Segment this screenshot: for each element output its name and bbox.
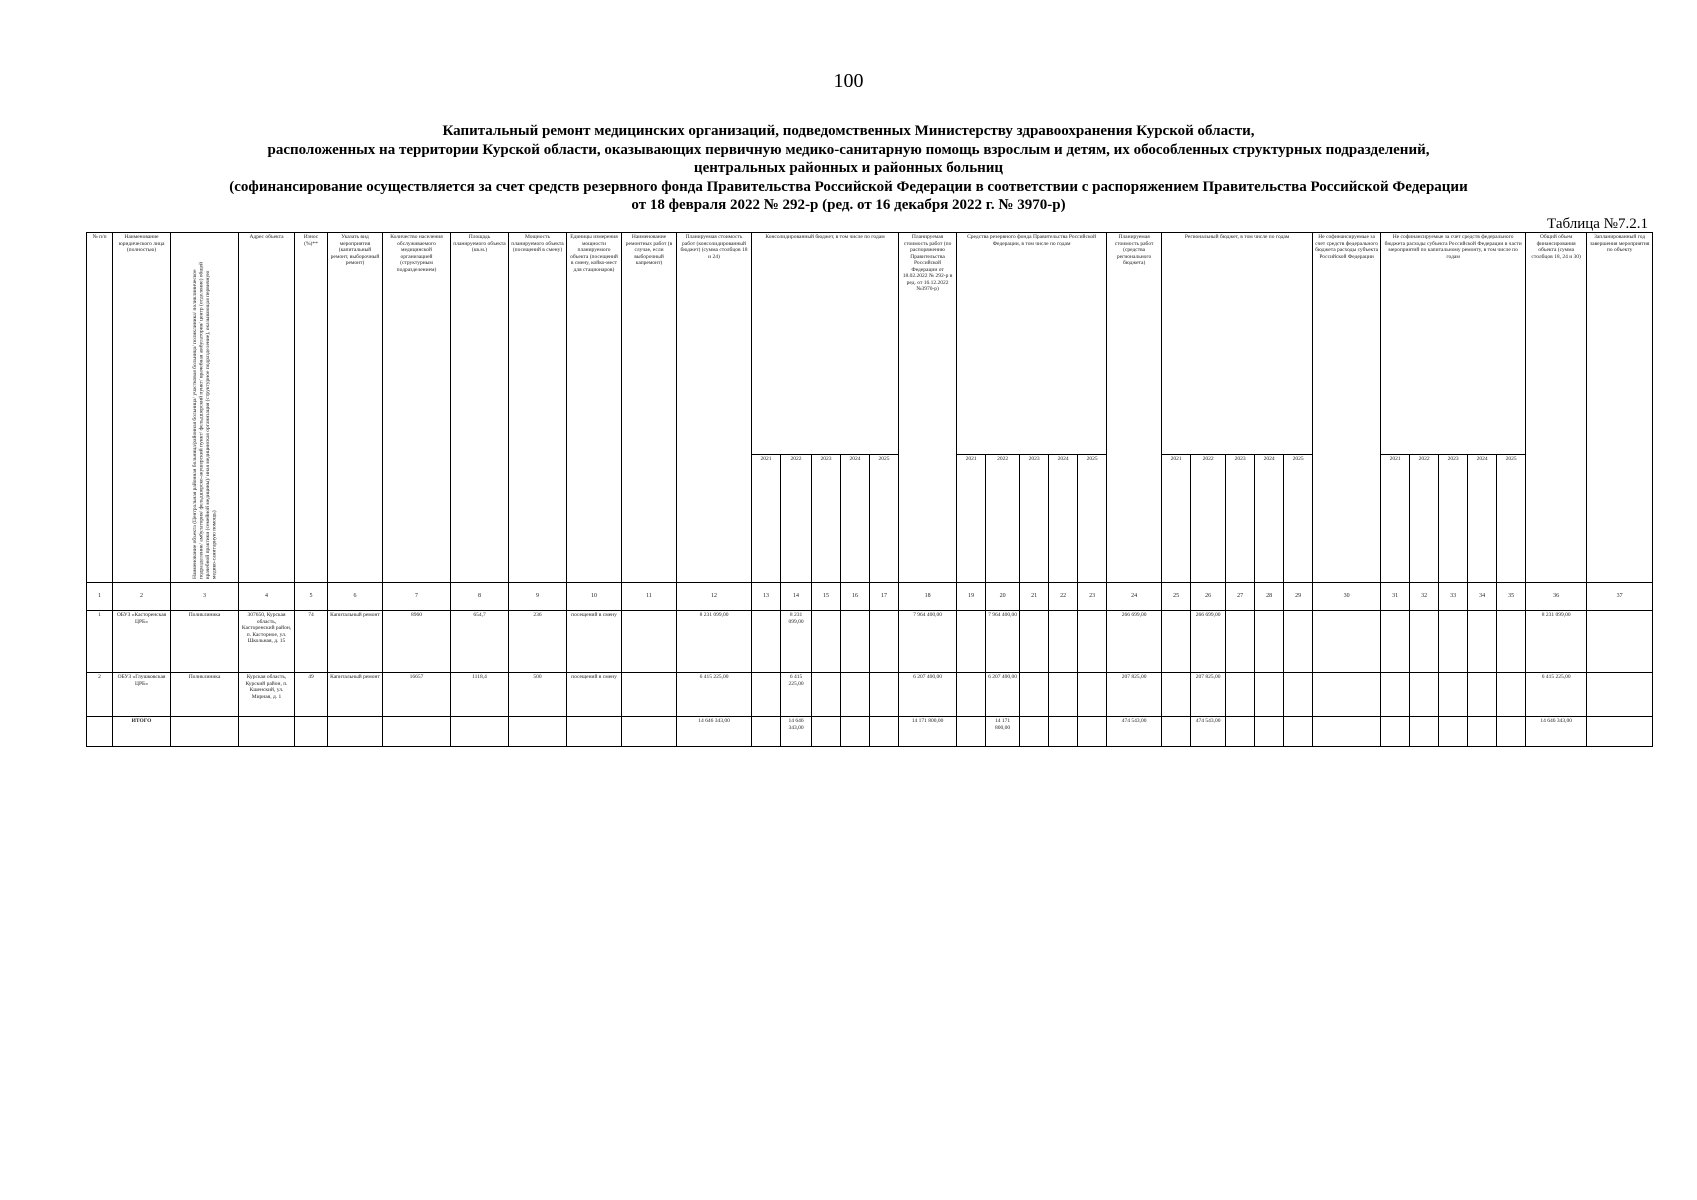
header-cell: Планируемая стоимость работ (средства регионального бюджета) — [1107, 233, 1162, 583]
org-name: ОБУЗ «Касторенская ЦРБ» — [113, 611, 171, 673]
works — [622, 673, 677, 717]
cons-2025 — [870, 611, 899, 673]
year-cell: 2021 — [1162, 455, 1191, 583]
header-group-cell: Региональный бюджет, в том числе по годам — [1162, 233, 1313, 455]
area: 1118,4 — [451, 673, 509, 717]
reg-2025 — [1284, 611, 1313, 673]
year-cell: 2025 — [1284, 455, 1313, 583]
empty-cell — [1078, 717, 1107, 747]
object-name: Поликлиника — [171, 611, 239, 673]
object-name: Поликлиника — [171, 673, 239, 717]
empty-cell — [171, 717, 239, 747]
planned-cost: 8 231 099,00 — [677, 611, 752, 673]
column-number: 10 — [567, 583, 622, 611]
empty-cell — [1284, 717, 1313, 747]
column-number: 28 — [1255, 583, 1284, 611]
cons-2023 — [812, 611, 841, 673]
year-cell: 2022 — [1410, 455, 1439, 583]
fed-2023 — [1020, 673, 1049, 717]
completion-year — [1587, 673, 1653, 717]
column-number: 16 — [841, 583, 870, 611]
total-regional-cost: 474 543,00 — [1107, 717, 1162, 747]
empty-cell — [1381, 717, 1410, 747]
fed-2021 — [957, 611, 986, 673]
year-cell: 2022 — [986, 455, 1020, 583]
cons-2024 — [841, 611, 870, 673]
reg-2023 — [1226, 673, 1255, 717]
org-name: ОБУЗ «Глушковская ЦРБ» — [113, 673, 171, 717]
nonfin-2022 — [1410, 611, 1439, 673]
year-cell: 2023 — [1020, 455, 1049, 583]
column-number: 8 — [451, 583, 509, 611]
empty-cell — [1497, 717, 1526, 747]
nonfin-2021 — [1381, 611, 1410, 673]
cons-2021 — [752, 673, 781, 717]
header-cell: Единицы измерения мощности планируемого объекта (посещений в смену, койко-мест для стационаров) — [567, 233, 622, 583]
nonfin-2025 — [1497, 673, 1526, 717]
column-number: 9 — [509, 583, 567, 611]
column-number: 34 — [1468, 583, 1497, 611]
fed-2024 — [1049, 611, 1078, 673]
column-number: 5 — [295, 583, 328, 611]
title-line: расположенных на территории Курской области, оказывающих первичную медико-санитарную помощь взрослым и детям, их обособленных структурных подразделений, — [267, 141, 1430, 158]
total-cons-2022: 14 646 343,00 — [781, 717, 812, 747]
empty-cell — [812, 717, 841, 747]
nonfin-2023 — [1439, 611, 1468, 673]
page-number: 100 — [833, 70, 864, 92]
year-cell: 2022 — [1191, 455, 1226, 583]
fed-2022: 7 964 400,00 — [986, 611, 1020, 673]
completion-year — [1587, 611, 1653, 673]
nonfin-2025 — [1497, 611, 1526, 673]
regional-cost: 266 699,00 — [1107, 611, 1162, 673]
year-cell: 2022 — [781, 455, 812, 583]
capital-repair-table — [86, 232, 1653, 747]
empty-cell — [239, 717, 295, 747]
non-cofinanced — [1313, 611, 1381, 673]
year-cell: 2021 — [1381, 455, 1410, 583]
column-number: 6 — [328, 583, 383, 611]
column-number: 11 — [622, 583, 677, 611]
header-cell: Указать вид мероприятия (капитальный ремонт, выборочный ремонт) — [328, 233, 383, 583]
header-cell: Наименование юридического лица (полностью) — [113, 233, 171, 583]
wear-percent: 74 — [295, 611, 328, 673]
cons-2022: 8 231 099,00 — [781, 611, 812, 673]
reg-2024 — [1255, 611, 1284, 673]
nonfin-2023 — [1439, 673, 1468, 717]
cons-2024 — [841, 673, 870, 717]
capacity: 236 — [509, 611, 567, 673]
reg-2023 — [1226, 611, 1255, 673]
year-cell: 2025 — [1497, 455, 1526, 583]
column-number: 37 — [1587, 583, 1653, 611]
column-number: 24 — [1107, 583, 1162, 611]
capacity: 500 — [509, 673, 567, 717]
title-line: (софинансирование осуществляется за счет средств резервного фонда Правительства Российской Федерации в соответствии с распоряжением Правительства Российской Федерации — [229, 178, 1468, 195]
reg-2021 — [1162, 611, 1191, 673]
column-number: 20 — [986, 583, 1020, 611]
header-cell: Наименование ремонтных работ (в случае, если выборочный капремонт) — [622, 233, 677, 583]
year-cell: 2023 — [1439, 455, 1468, 583]
document-title — [150, 122, 1547, 215]
cons-2022: 6 415 225,00 — [781, 673, 812, 717]
total-fed-2022: 14 171 800,00 — [986, 717, 1020, 747]
table-label: Таблица №7.2.1 — [1547, 216, 1648, 232]
title-line: центральных районных и районных больниц — [693, 160, 1004, 177]
non-cofinanced — [1313, 673, 1381, 717]
capacity-unit: посещений в смену — [567, 611, 622, 673]
empty-cell — [957, 717, 986, 747]
empty-cell — [1020, 717, 1049, 747]
nonfin-2022 — [1410, 673, 1439, 717]
header-cell: Износ (%)** — [295, 233, 328, 583]
empty-cell — [451, 717, 509, 747]
cons-2023 — [812, 673, 841, 717]
federal-cost: 7 964 400,00 — [899, 611, 957, 673]
column-number: 17 — [870, 583, 899, 611]
total-reg-2022: 474 543,00 — [1191, 717, 1226, 747]
column-number-row — [87, 583, 1653, 611]
empty-cell — [1439, 717, 1468, 747]
column-number: 3 — [171, 583, 239, 611]
empty-cell — [1049, 717, 1078, 747]
capacity-unit: посещений в смену — [567, 673, 622, 717]
empty-cell — [328, 717, 383, 747]
fed-2022: 6 207 400,00 — [986, 673, 1020, 717]
empty-cell — [1226, 717, 1255, 747]
header-cell: № п/п — [87, 233, 113, 583]
year-cell: 2021 — [752, 455, 781, 583]
table-row — [87, 673, 1653, 717]
row-number: 1 — [87, 611, 113, 673]
reg-2021 — [1162, 673, 1191, 717]
column-number: 13 — [752, 583, 781, 611]
empty-cell — [509, 717, 567, 747]
total-cost: 14 646 343,00 — [677, 717, 752, 747]
nonfin-2024 — [1468, 673, 1497, 717]
reg-2024 — [1255, 673, 1284, 717]
empty-cell — [1313, 717, 1381, 747]
cons-2021 — [752, 611, 781, 673]
population: 8960 — [383, 611, 451, 673]
row-number: 2 — [87, 673, 113, 717]
year-cell: 2023 — [1226, 455, 1255, 583]
fed-2025 — [1078, 611, 1107, 673]
total-financing: 14 646 343,00 — [1526, 717, 1587, 747]
header-vertical-text: Наименование объекта (Центральная районная больница/районная больница/ участковая больница/ поликлиника/ поликлиническое подразделение/ амбулатория/ фельдшерско-акушерский пункт/ фельдшерский пункт/ врачебная амбулатория/ центр (отделение) общей врачебной практики (семейной медицины)/ иная медицинская организация (структурное подразделение), оказывающая первичную медико-санитарную помощь) — [191, 261, 217, 579]
header-group-cell: Консолидированный бюджет, в том числе по годам — [752, 233, 899, 455]
column-number: 2 — [113, 583, 171, 611]
year-cell: 2025 — [1078, 455, 1107, 583]
nonfin-2021 — [1381, 673, 1410, 717]
column-number: 22 — [1049, 583, 1078, 611]
header-group-cell: Не софинансируемые за счет средств федерального бюджета расходы субъекта Российской Федерации в части мероприятий по капитальному ремонту, в том числе по годам — [1381, 233, 1526, 455]
column-number: 33 — [1439, 583, 1468, 611]
column-number: 26 — [1191, 583, 1226, 611]
fed-2025 — [1078, 673, 1107, 717]
column-number: 12 — [677, 583, 752, 611]
empty-cell — [841, 717, 870, 747]
table-row — [87, 611, 1653, 673]
header-cell: Планируемая стоимость работ (консолидированный бюджет) (сумма столбцов 18 и 24) — [677, 233, 752, 583]
planned-cost: 6 415 225,00 — [677, 673, 752, 717]
header-cell: Запланированный год завершения мероприятия по объекту — [1587, 233, 1653, 583]
object-address: 307650, Курская область, Касторенский район, п. Касторное, ул. Школьная, д. 15 — [239, 611, 295, 673]
empty-cell — [567, 717, 622, 747]
column-number: 30 — [1313, 583, 1381, 611]
empty-cell — [383, 717, 451, 747]
empty-cell — [1162, 717, 1191, 747]
wear-percent: 49 — [295, 673, 328, 717]
year-cell: 2024 — [841, 455, 870, 583]
column-number: 31 — [1381, 583, 1410, 611]
measure-type: Капитальный ремонт — [328, 673, 383, 717]
year-cell: 2024 — [1049, 455, 1078, 583]
title-line: Капитальный ремонт медицинских организаций, подведомственных Министерству здравоохранения Курской области, — [442, 123, 1255, 139]
area: 654,7 — [451, 611, 509, 673]
year-cell: 2024 — [1255, 455, 1284, 583]
population: 16657 — [383, 673, 451, 717]
column-number: 4 — [239, 583, 295, 611]
column-number: 14 — [781, 583, 812, 611]
header-cell: Количество населения обслуживаемого медицинской организацией (структурным подразделением) — [383, 233, 451, 583]
works — [622, 611, 677, 673]
fed-2021 — [957, 673, 986, 717]
header-cell: Планируемая стоимость работ (по распоряжению Правительства Российской Федерации от 18.02.2022 № 292-р в ред. от 16.12.2022 №3970-р) — [899, 233, 957, 583]
empty-cell — [870, 717, 899, 747]
empty-cell — [752, 717, 781, 747]
column-number: 19 — [957, 583, 986, 611]
column-number: 27 — [1226, 583, 1255, 611]
reg-2025 — [1284, 673, 1313, 717]
empty-cell — [87, 717, 113, 747]
nonfin-2024 — [1468, 611, 1497, 673]
reg-2022: 266 699,00 — [1191, 611, 1226, 673]
empty-cell — [1255, 717, 1284, 747]
empty-cell — [295, 717, 328, 747]
header-cell: Мощность планируемого объекта (посещений в смену) — [509, 233, 567, 583]
total-financing: 8 231 099,00 — [1526, 611, 1587, 673]
total-label: ИТОГО — [113, 717, 171, 747]
fed-2023 — [1020, 611, 1049, 673]
total-financing: 6 415 225,00 — [1526, 673, 1587, 717]
column-number: 25 — [1162, 583, 1191, 611]
header-cell: Не софинансируемые за счет средств федерального бюджета расходы субъекта Российской Федерации — [1313, 233, 1381, 583]
header-cell: Адрес объекта — [239, 233, 295, 583]
empty-cell — [1468, 717, 1497, 747]
object-address: Курская область, Курский район, п. Кшенский, ул. Мирная, д. 1 — [239, 673, 295, 717]
column-number: 7 — [383, 583, 451, 611]
cons-2025 — [870, 673, 899, 717]
empty-cell — [1410, 717, 1439, 747]
header-cell: Общий объем финансирования объекта (сумма столбцов 18, 24 и 30) — [1526, 233, 1587, 583]
reg-2022: 207 825,00 — [1191, 673, 1226, 717]
column-number: 15 — [812, 583, 841, 611]
column-number: 36 — [1526, 583, 1587, 611]
regional-cost: 207 825,00 — [1107, 673, 1162, 717]
empty-cell — [622, 717, 677, 747]
column-number: 18 — [899, 583, 957, 611]
empty-cell — [1587, 717, 1653, 747]
title-line: от 18 февраля 2022 № 292-р (ред. от 16 декабря 2022 г. № 3970-р) — [631, 197, 1066, 214]
column-number: 1 — [87, 583, 113, 611]
measure-type: Капитальный ремонт — [328, 611, 383, 673]
total-row — [87, 717, 1653, 747]
year-cell: 2024 — [1468, 455, 1497, 583]
header-group-cell: Средства резервного фонда Правительства Российской Федерации, в том числе по годам — [957, 233, 1107, 455]
header-cell — [171, 233, 239, 583]
column-number: 21 — [1020, 583, 1049, 611]
year-cell: 2021 — [957, 455, 986, 583]
header-cell: Площадь планируемого объекта (кв.м.) — [451, 233, 509, 583]
fed-2024 — [1049, 673, 1078, 717]
column-number: 29 — [1284, 583, 1313, 611]
federal-cost: 6 207 400,00 — [899, 673, 957, 717]
total-federal-cost: 14 171 800,00 — [899, 717, 957, 747]
year-cell: 2023 — [812, 455, 841, 583]
column-number: 35 — [1497, 583, 1526, 611]
column-number: 23 — [1078, 583, 1107, 611]
year-cell: 2025 — [870, 455, 899, 583]
header-row — [87, 233, 1653, 455]
column-number: 32 — [1410, 583, 1439, 611]
